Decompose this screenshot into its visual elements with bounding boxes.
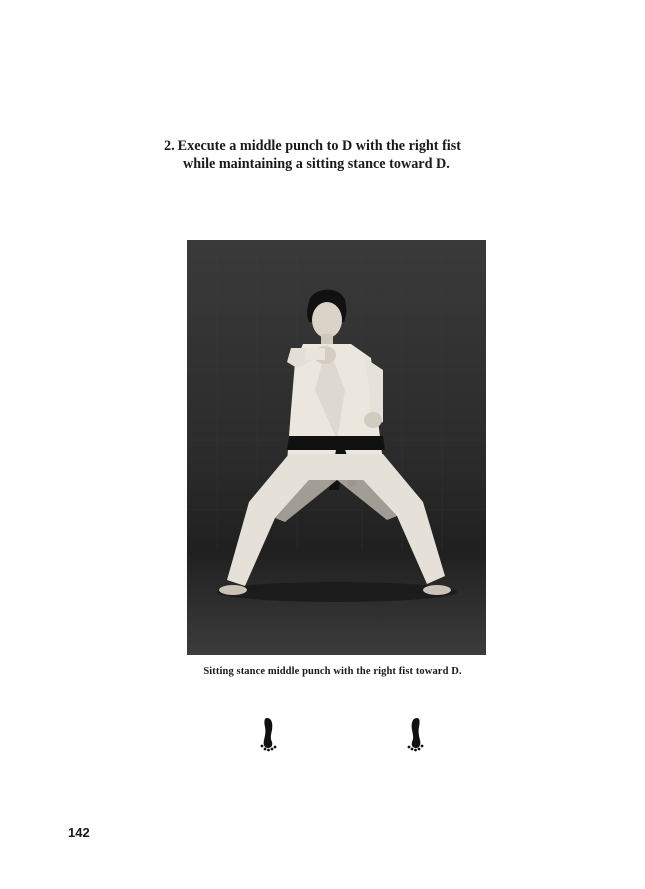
left-footprint-icon [259,716,279,752]
instruction-line-2: while maintaining a sitting stance toward D. [183,156,450,172]
instruction-line-1-text: Execute a middle punch to D with the right fist [177,138,461,154]
right-footprint-icon [405,716,425,752]
photo-caption [0,666,645,677]
instruction-text [164,137,524,173]
step-number: 2. [164,138,175,154]
caption-text: Sitting stance middle punch with the right fist toward D. [203,666,462,677]
martial-artist-photo [187,240,486,655]
page-number: 142 [68,825,90,840]
instruction-line-1 [164,137,524,155]
